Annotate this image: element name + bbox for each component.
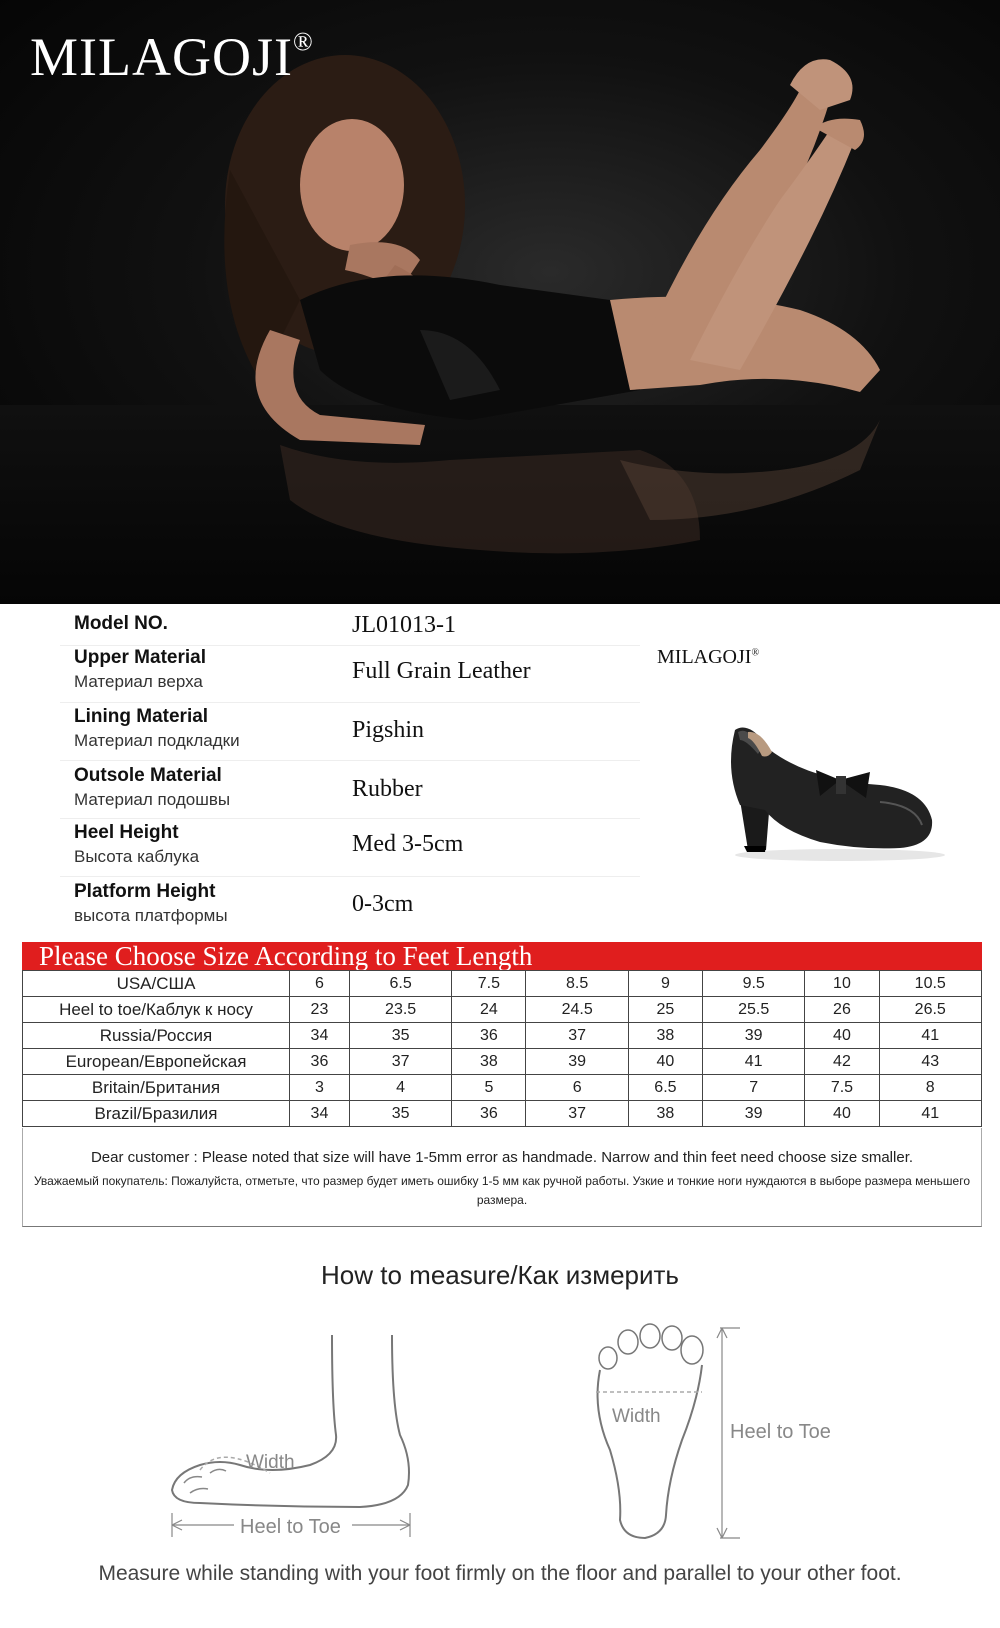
top-width-label: Width <box>612 1406 661 1427</box>
table-cell: 7 <box>702 1075 804 1101</box>
spec-label-lining: Lining Material Материал подкладки <box>74 706 240 750</box>
table-cell: 43 <box>879 1049 982 1075</box>
table-cell: 26.5 <box>879 997 982 1023</box>
table-row <box>23 1023 982 1049</box>
spec-divider <box>60 876 640 877</box>
top-length-label: Heel to Toe <box>730 1421 831 1443</box>
table-row <box>23 997 982 1023</box>
spec-value-heel: Med 3-5cm <box>352 831 464 857</box>
table-cell: 36 <box>290 1049 350 1075</box>
row-label: Heel to toe/Каблук к носу <box>23 997 290 1023</box>
measure-title: How to measure/Как измерить <box>321 1260 679 1290</box>
hero-brand-logo: MILAGOJI® <box>30 27 314 87</box>
table-cell: 9.5 <box>702 971 804 997</box>
table-cell: 38 <box>452 1049 526 1075</box>
row-label: European/Европейская <box>23 1049 290 1075</box>
table-cell: 23.5 <box>349 997 451 1023</box>
foot-top-diagram <box>590 1320 860 1550</box>
table-cell: 24 <box>452 997 526 1023</box>
spec-divider <box>60 702 640 703</box>
table-cell: 35 <box>349 1023 451 1049</box>
spec-value-model: JL01013-1 <box>352 612 456 638</box>
spec-value-outsole: Rubber <box>352 776 423 802</box>
spec-label-platform: Platform Height высота платформы <box>74 881 228 925</box>
spec-value-platform: 0-3cm <box>352 891 414 917</box>
table-cell: 36 <box>452 1101 526 1127</box>
table-row <box>23 971 982 997</box>
table-cell: 37 <box>349 1049 451 1075</box>
table-cell: 39 <box>702 1101 804 1127</box>
table-cell: 42 <box>805 1049 879 1075</box>
spec-label-heel: Heel Height Высота каблука <box>74 822 200 866</box>
table-cell: 6.5 <box>628 1075 702 1101</box>
table-cell: 40 <box>628 1049 702 1075</box>
size-notice-en: Dear customer : Please noted that size will have 1-5mm error as handmade. Narrow and thin feet need choose size smaller. <box>90 1149 914 1166</box>
table-cell: 41 <box>879 1101 982 1127</box>
table-cell: 25 <box>628 997 702 1023</box>
table-cell: 41 <box>702 1049 804 1075</box>
size-notice-ru: Уважаемый покупатель: Пожалуйста, отметьте, что размер будет иметь ошибку 1-5 мм как ручной работы. Узкие и тонкие ноги нуждаются в выборе размера меньшего размера. <box>33 1174 971 1207</box>
table-cell: 24.5 <box>526 997 628 1023</box>
size-chart-table <box>22 970 982 1127</box>
row-label: USA/США <box>23 971 290 997</box>
hero-banner <box>0 0 1000 604</box>
foot-side-diagram <box>160 1325 460 1555</box>
table-cell: 40 <box>805 1023 879 1049</box>
model-photo <box>0 0 1000 604</box>
row-label: Brazil/Бразилия <box>23 1101 290 1127</box>
table-cell: 6 <box>526 1075 628 1101</box>
table-cell: 9 <box>628 971 702 997</box>
spec-divider <box>60 760 640 761</box>
table-cell: 41 <box>879 1023 982 1049</box>
table-cell: 10 <box>805 971 879 997</box>
table-cell: 10.5 <box>879 971 982 997</box>
spec-label-upper: Upper Material Материал верха <box>74 647 206 691</box>
size-notice-box <box>22 1128 982 1227</box>
side-width-label: Width <box>246 1452 295 1473</box>
table-cell: 38 <box>628 1023 702 1049</box>
spec-value-upper: Full Grain Leather <box>352 658 531 684</box>
table-row <box>23 1075 982 1101</box>
table-cell: 34 <box>290 1023 350 1049</box>
table-cell: 3 <box>290 1075 350 1101</box>
spec-label-outsole: Outsole Material Материал подошвы <box>74 765 231 809</box>
table-cell: 35 <box>349 1101 451 1127</box>
measure-note: Measure while standing with your foot firmly on the floor and parallel to your other foot. <box>98 1562 902 1585</box>
row-label: Russia/Россия <box>23 1023 290 1049</box>
table-cell: 7.5 <box>452 971 526 997</box>
table-cell: 8.5 <box>526 971 628 997</box>
row-label: Britain/Британия <box>23 1075 290 1101</box>
table-cell: 26 <box>805 997 879 1023</box>
spec-label-model: Model NO. <box>74 613 168 634</box>
table-cell: 8 <box>879 1075 982 1101</box>
table-cell: 37 <box>526 1023 628 1049</box>
table-cell: 6.5 <box>349 971 451 997</box>
side-length-label: Heel to Toe <box>240 1516 341 1538</box>
table-cell: 39 <box>526 1049 628 1075</box>
size-chart-banner: Please Choose Size According to Feet Length <box>22 942 982 970</box>
table-row <box>23 1101 982 1127</box>
spec-value-lining: Pigshin <box>352 717 425 743</box>
table-row <box>23 1049 982 1075</box>
table-cell: 7.5 <box>805 1075 879 1101</box>
table-cell: 23 <box>290 997 350 1023</box>
table-cell: 25.5 <box>702 997 804 1023</box>
table-cell: 38 <box>628 1101 702 1127</box>
table-cell: 40 <box>805 1101 879 1127</box>
table-cell: 39 <box>702 1023 804 1049</box>
table-cell: 37 <box>526 1101 628 1127</box>
table-cell: 6 <box>290 971 350 997</box>
shoe-product-image <box>710 710 950 870</box>
table-cell: 4 <box>349 1075 451 1101</box>
table-cell: 36 <box>452 1023 526 1049</box>
spec-divider <box>60 818 640 819</box>
table-cell: 34 <box>290 1101 350 1127</box>
product-brand-logo: MILAGOJI® <box>657 646 760 668</box>
table-cell: 5 <box>452 1075 526 1101</box>
